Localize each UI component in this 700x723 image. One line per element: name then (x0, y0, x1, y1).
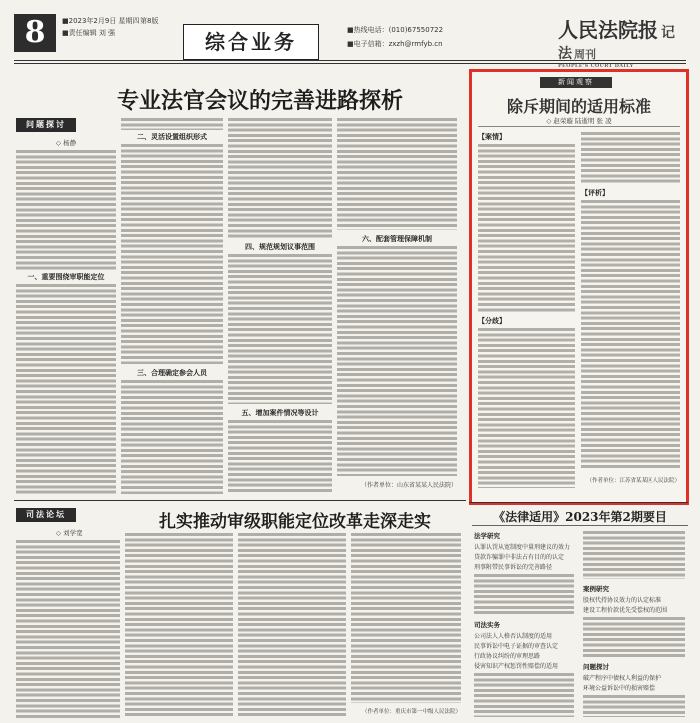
subhead-6: 六、配套管理保障机制 (337, 234, 457, 244)
second-author-note: （作者单位：重庆市第一中级人民法院） (361, 709, 461, 715)
lead-col-4b (337, 246, 457, 476)
masthead-rule-thin (14, 63, 686, 64)
subhead-5: 五、增加案件情况等设计 (228, 408, 332, 418)
toc-item: 股权代持协议效力的认定标准 (583, 597, 662, 604)
toc-col-2a (583, 531, 685, 579)
toc-head-4: 问题探讨 (583, 663, 609, 671)
section-divider (14, 500, 466, 501)
sidebar-byline: ◇ 赵荣璇 陆逝明 张 凌 (546, 117, 612, 125)
subhead-4: 四、规范规划议事范围 (228, 242, 332, 252)
lead-col-2c (121, 380, 223, 494)
second-col-3 (238, 533, 346, 718)
lead-byline: ◇ 杨静 (56, 139, 77, 147)
date-line: ■2023年2月9日 星期四 (62, 17, 140, 25)
brand-week: 周刊 (574, 48, 596, 61)
brand-main: 人民法院报 (558, 18, 658, 42)
toc-col-1b (474, 673, 574, 717)
lead-headline: 专业法官会议的完善进路探析 (116, 88, 403, 114)
brand-side: 记法 (558, 25, 675, 62)
toc-col-2c (583, 695, 685, 717)
sidebar-col-1b (478, 328, 575, 488)
page-number: 8 (14, 14, 56, 52)
second-col-1 (16, 540, 120, 718)
second-headline: 扎实推动审级职能定位改革走深走实 (159, 512, 431, 532)
toc-item: 贷款诈骗罪中非法占有目的的认定 (474, 554, 565, 561)
page-line: 第8版 (140, 17, 159, 25)
subhead-2: 二、灵活设置组织形式 (121, 132, 223, 142)
lead-col-2b (121, 144, 223, 364)
subhead-3: 三、合理确定参会人员 (121, 368, 223, 378)
lead-col-2a (121, 118, 223, 130)
toc-col-1a (474, 574, 574, 614)
toc-item: 建设工程价款优先受偿权的范围 (583, 607, 668, 614)
toc-title: 《法律适用》2023年第2期要目 (493, 510, 667, 524)
lead-col-1b (16, 284, 116, 494)
second-col-2 (125, 533, 233, 718)
section-title: 综合业务 (183, 24, 319, 60)
toc-item: 认罪认罚从宽制度中量刑建议的效力 (474, 544, 571, 551)
sidebar-col-2b (581, 200, 680, 470)
lead-author-note: （作者单位：山东省某某人民法院） (360, 482, 457, 489)
brand-en: PEOPLE'S COURT DAILY (558, 63, 634, 69)
sidebar-title: 除斥期间的适用标准 (506, 97, 651, 116)
editor-line: ■责任编辑 刘 强 (62, 29, 116, 37)
toc-head-1: 法学研究 (474, 532, 500, 540)
toc-item: 环境公益诉讼中的损害赔偿 (583, 685, 656, 692)
email: ■电子信箱：zxzh@rmfyb.cn (347, 40, 443, 48)
toc-item: 公司法人人格否认制度的适用 (474, 633, 553, 640)
column-label-wenti: 问题探讨 (16, 118, 76, 132)
toc-item: 破产程序中债权人利益的保护 (583, 675, 662, 682)
brand-logo (558, 14, 686, 69)
subhead-1: 一、重要围绕审职能定位 (16, 272, 116, 282)
tag-dispute: 【分歧】 (478, 317, 506, 325)
lead-col-3a (228, 118, 332, 238)
toc-item: 行政协议纠纷的审理思路 (474, 653, 541, 660)
toc-item: 刑事附带民事诉讼的完善路径 (474, 564, 553, 571)
toc-head-3: 案例研究 (583, 585, 609, 593)
toc-item: 侵害知识产权惩罚性赔偿的适用 (474, 663, 559, 670)
tag-analysis: 【评析】 (581, 189, 609, 197)
toc-item: 民事诉讼中电子证据的审查认定 (474, 643, 559, 650)
sidebar-box (469, 69, 689, 505)
lead-col-3c (228, 420, 332, 494)
sidebar-label: 新闻观察 (540, 77, 612, 88)
toc-rule (469, 502, 688, 503)
tag-case: 【案情】 (478, 133, 506, 141)
sidebar-col-2a (581, 132, 680, 184)
column-label-sifa: 司法论坛 (16, 508, 76, 522)
lead-col-4a (337, 118, 457, 230)
hotline: ■热线电话：(010)67550722 (347, 26, 444, 34)
toc-col-2b (583, 617, 685, 657)
sidebar-rule (478, 126, 680, 127)
toc-head-2: 司法实务 (474, 621, 500, 629)
masthead-rule (14, 60, 686, 61)
second-col-4 (351, 533, 461, 703)
sidebar-author-note: （作者单位：江苏省某某区人民法院） (586, 478, 680, 484)
lead-col-1a (16, 150, 116, 270)
lead-col-3b (228, 254, 332, 404)
second-byline: ◇ 刘学宽 (56, 529, 83, 537)
toc-title-rule (472, 525, 688, 526)
sidebar-col-1a (478, 144, 575, 312)
